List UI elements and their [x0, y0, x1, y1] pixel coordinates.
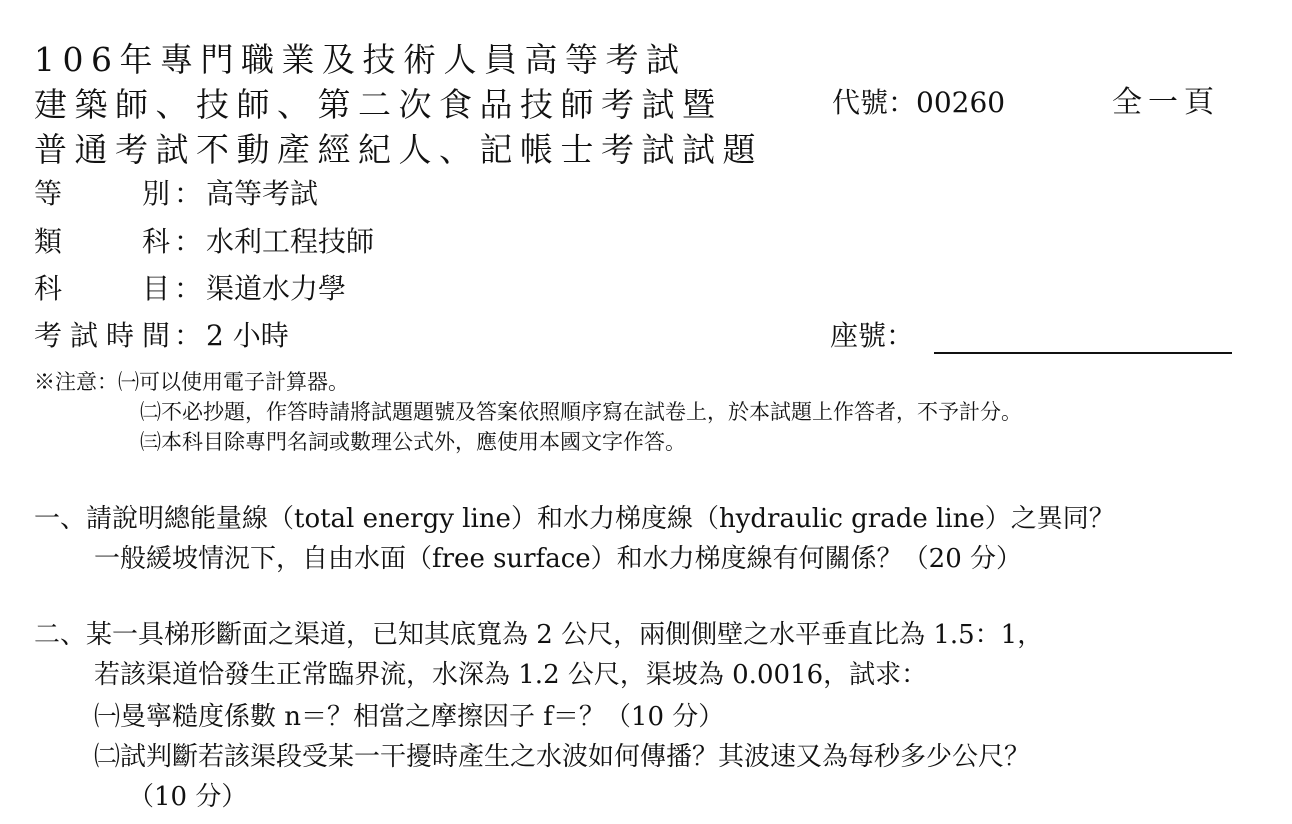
- category-separator: ：: [173, 225, 202, 258]
- question-2-sub-2-line-2: （10 分）: [128, 782, 248, 812]
- info-row-time: [34, 318, 289, 354]
- time-key: 考試時間: [34, 319, 170, 352]
- question-2-line-1: 二、某一具梯形斷面之渠道，已知其底寬為 2 公尺，兩側側壁之水平垂直比為 1.5：1，: [34, 620, 1044, 650]
- note-item-2: ㈡不必抄題，作答時請將試題題號及答案依照順序寫在試卷上，於本試題上作答者，不予計分。: [140, 400, 1022, 424]
- time-value: 2 小時: [206, 319, 289, 352]
- question-2-sub-1: ㈠曼寧糙度係數 n＝？相當之摩擦因子 f＝？（10 分）: [94, 702, 725, 732]
- question-1-line-2: 一般緩坡情況下，自由水面（free surface）和水力梯度線有何關係？（20 分）: [94, 544, 1023, 574]
- question-2-line-2: 若該渠道恰發生正常臨界流，水深為 1.2 公尺，渠坡為 0.0016，試求：: [94, 660, 928, 690]
- subject-separator: ：: [173, 272, 202, 305]
- exam-title-line-1: 106年專門職業及技術人員高等考試: [34, 40, 687, 79]
- info-row-level: [34, 176, 318, 212]
- subject-key: 科目: [34, 272, 170, 305]
- subject-value: 渠道水力學: [206, 272, 347, 305]
- note-item-3: ㈢本科目除專門名詞或數理公式外，應使用本國文字作答。: [140, 430, 686, 454]
- page-info: 全一頁: [1112, 85, 1220, 120]
- time-separator: ：: [173, 319, 202, 352]
- seat-number-blank[interactable]: [934, 352, 1232, 354]
- notes-prefix: ※注意：: [34, 370, 118, 394]
- exam-title-line-3: 普通考試不動產經紀人、記帳士考試試題: [34, 130, 763, 169]
- note-item-1: ㈠可以使用電子計算器。: [118, 370, 349, 394]
- level-key: 等別: [34, 177, 170, 210]
- category-value: 水利工程技師: [206, 225, 375, 258]
- question-2-sub-2-line-1: ㈡試判斷若該渠段受某一干擾時產生之水波如何傳播？其波速又為每秒多少公尺？: [94, 742, 1031, 772]
- info-row-subject: [34, 271, 346, 307]
- info-row-category: [34, 224, 374, 260]
- level-value: 高等考試: [206, 177, 319, 210]
- exam-code: 代號：00260: [832, 86, 1006, 119]
- exam-title-line-2: 建築師、技師、第二次食品技師考試暨: [34, 85, 723, 124]
- level-separator: ：: [173, 177, 202, 210]
- category-key: 類科: [34, 225, 170, 258]
- question-1-line-1: 一、請說明總能量線（total energy line）和水力梯度線（hydraulic grade line）之異同？: [34, 504, 1115, 534]
- seat-number-label: 座號：: [830, 319, 915, 352]
